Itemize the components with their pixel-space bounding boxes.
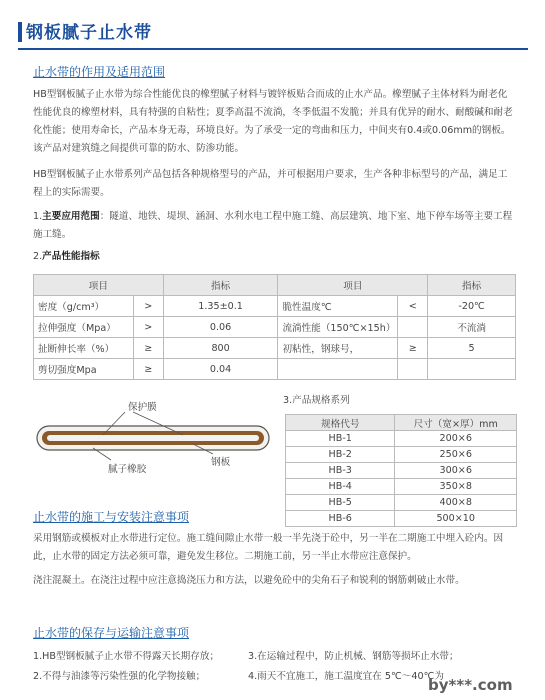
table-cell: 0.04 [163,359,278,380]
installation-paragraph-1: 采用钢筋或模板对止水带进行定位。施工缝间隙止水带一般一半先浇于砼中，另一半在二期施工中埋入砼内。因此，止水带的固定方法必须可靠，避免发生移位。二期施工前，另一半止水带应注意保护。 [33,533,504,562]
table-cell: HB-4 [286,479,395,495]
table-cell: 200×6 [395,431,517,447]
storage-item: 1.HB型钢板腻子止水带不得露天长期存放； [33,651,220,662]
watermark: by***.com [428,676,513,694]
table-cell: > [133,317,163,338]
performance-heading [33,248,516,266]
page-title: 钢板腻子止水带 [26,23,152,43]
table-cell: HB-2 [286,447,395,463]
table-cell: 350×8 [395,479,517,495]
table-cell: 250×6 [395,447,517,463]
table-cell [278,359,398,380]
table-header-cell: 项目 [34,275,164,296]
table-cell [398,359,428,380]
table-header-cell: 尺寸（宽×厚）mm [395,415,517,431]
scope-label: 主要应用范围 [42,211,100,222]
table-cell: HB-6 [286,511,395,527]
storage-item: 3.在运输过程中，防止机械、钢筋等损坏止水带； [248,651,459,662]
spec-table [285,414,517,527]
waterstop-cross-section-diagram [33,392,278,487]
table-row [286,447,517,463]
table-cell: 扯断伸长率（%） [34,338,134,359]
performance-number: 2. [33,251,43,262]
table-cell: 300×6 [395,463,517,479]
table-row [286,495,517,511]
usage-paragraph-1: HB型钢板腻子止水带为综合性能优良的橡塑腻子材料与镀锌板贴合而成的止水产品。橡塑腻子主体材料为耐老化性能优良的橡塑材料，具有特强的自粘性；夏季高温不流淌，冬季低温不发脆；并具有优异的耐水、耐酸碱和耐老化性能；使用寿命长，产品本身无毒，环境良好。为了承受一定的弯曲和压力，中间夹有0.4或0.06mm的钢板。该产品对建筑缝之间提供可靠的防水、防渗功能。 [33,89,513,154]
table-cell: 脆性温度℃ [278,296,398,317]
table-cell: HB-1 [286,431,395,447]
table-row [286,463,517,479]
header-accent-bar [18,22,22,42]
section-title-installation: 止水带的施工与安装注意事项 [33,510,190,524]
table-header-cell: 项目 [278,275,428,296]
table-cell: HB-5 [286,495,395,511]
protective-film [47,435,259,441]
table-cell: 0.06 [163,317,278,338]
installation-paragraph-2: 浇注混凝土。在浇注过程中应注意捣浇压力和方法，以避免砼中的尖角石子和锐利的钢筋刺破止水带。 [33,575,465,586]
performance-label: 产品性能指标 [42,251,100,262]
spec-series-title: 3.产品规格系列 [283,395,350,406]
table-cell: 1.35±0.1 [163,296,278,317]
table-cell: > [133,296,163,317]
storage-item: 2.不得与油漆等污染性强的化学物接触； [33,671,206,682]
table-cell [428,359,516,380]
usage-paragraph-2: HB型钢板腻子止水带系列产品包括各种规格型号的产品，并可根据用户要求，生产各种非标型号的产品，满足工程上的实际需要。 [33,169,508,198]
scope-number: 1. [33,211,43,222]
table-cell: HB-3 [286,463,395,479]
table-cell: 不流淌 [428,317,516,338]
header-divider [18,48,528,50]
label-putty-rubber: 腻子橡胶 [108,464,147,475]
table-row [34,317,516,338]
table-cell: -20℃ [428,296,516,317]
table-cell: ≥ [133,338,163,359]
page-header [0,8,545,48]
scope-text: ：隧道、地铁、堤坝、涵洞、水利水电工程中施工缝、高层建筑、地下室、地下停车场等主要工程施工缝。 [33,211,513,240]
table-cell: 剪切强度Mpa [34,359,134,380]
table-header-cell: 指标 [428,275,516,296]
table-cell: 流淌性能（150℃×15h） [278,317,398,338]
performance-table [33,274,516,380]
table-row [34,296,516,317]
table-row [286,511,517,527]
table-header-cell: 指标 [163,275,278,296]
table-row [286,479,517,495]
table-cell: ≥ [133,359,163,380]
table-cell: 400×8 [395,495,517,511]
label-protective-film: 保护膜 [128,402,157,413]
table-cell: 密度（g/cm³） [34,296,134,317]
table-header-row [34,275,516,296]
section-title-storage: 止水带的保存与运输注意事项 [33,626,190,640]
table-cell [398,317,428,338]
table-cell: < [398,296,428,317]
table-header-cell: 规格代号 [286,415,395,431]
storage-item: 4.雨天不宜施工，施工温度宜在 5℃～40℃为 [248,671,444,682]
section-title-usage: 止水带的作用及适用范围 [33,65,166,79]
label-steel-plate: 钢板 [211,457,231,468]
table-row [286,431,517,447]
table-cell: 拉伸强度（Mpa） [34,317,134,338]
table-cell: 800 [163,338,278,359]
table-header-row [286,415,517,431]
application-scope [33,208,516,244]
table-row [34,359,516,380]
table-cell: ≥ [398,338,428,359]
table-cell: 5 [428,338,516,359]
table-cell: 500×10 [395,511,517,527]
table-cell: 初粘性，钢球号， [278,338,398,359]
table-row [34,338,516,359]
